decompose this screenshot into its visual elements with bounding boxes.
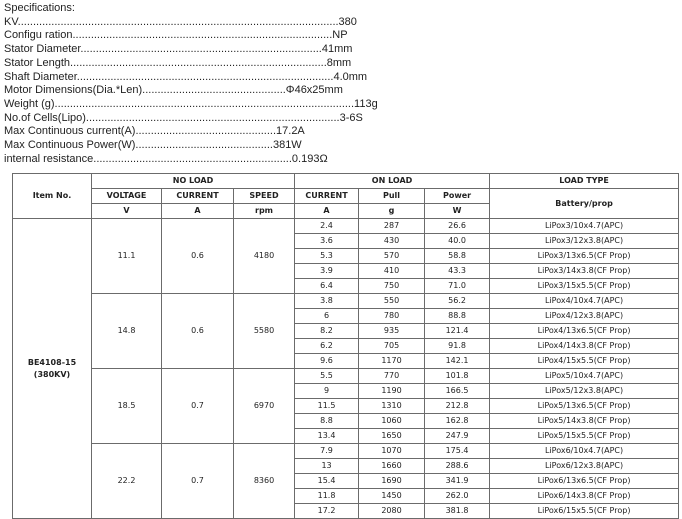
row-load-type: LiPox3/14x3.8(CF Prop) bbox=[490, 264, 679, 279]
header-battery-prop: Battery/prop bbox=[490, 189, 679, 219]
group-speed: 5580 bbox=[234, 294, 295, 369]
spec-max-current: Max Continuous current(A)..............................................17.2A bbox=[4, 125, 305, 138]
row-pull: 550 bbox=[359, 294, 425, 309]
spec-shaft-diameter: Shaft Diameter....................................................................................4.0mm bbox=[4, 70, 368, 83]
row-power: 166.5 bbox=[425, 384, 490, 399]
item-cell bbox=[13, 219, 92, 519]
row-load-type: LiPox4/14x3.8(CF Prop) bbox=[490, 339, 679, 354]
unit-power: W bbox=[425, 204, 490, 219]
row-pull: 1650 bbox=[359, 429, 425, 444]
row-load-type: LiPox3/15x5.5(CF Prop) bbox=[490, 279, 679, 294]
item-name: BE4108-15 bbox=[27, 357, 77, 367]
row-power: 101.8 bbox=[425, 369, 490, 384]
row-current: 15.4 bbox=[295, 474, 359, 489]
row-pull: 287 bbox=[359, 219, 425, 234]
group-voltage: 22.2 bbox=[92, 444, 162, 519]
row-power: 26.6 bbox=[425, 219, 490, 234]
row-load-type: LiPox6/12x3.8(APC) bbox=[490, 459, 679, 474]
specifications-block bbox=[4, 2, 444, 166]
table-subheader-row bbox=[13, 189, 679, 204]
row-power: 175.4 bbox=[425, 444, 490, 459]
header-power: Power bbox=[425, 189, 490, 204]
row-load-type: LiPox5/14x3.8(CF Prop) bbox=[490, 414, 679, 429]
spec-weight: Weight (g)..................................................................................................113g bbox=[4, 97, 378, 110]
row-current: 8.2 bbox=[295, 324, 359, 339]
row-load-type: LiPox3/12x3.8(APC) bbox=[490, 234, 679, 249]
row-power: 58.8 bbox=[425, 249, 490, 264]
row-power: 247.9 bbox=[425, 429, 490, 444]
header-no-load: NO LOAD bbox=[92, 174, 295, 189]
row-pull: 1190 bbox=[359, 384, 425, 399]
table-header-row bbox=[13, 174, 679, 189]
unit-pull: g bbox=[359, 204, 425, 219]
group-voltage: 18.5 bbox=[92, 369, 162, 444]
item-kv: (380KV) bbox=[33, 369, 71, 379]
row-load-type: LiPox5/12x3.8(APC) bbox=[490, 384, 679, 399]
row-load-type: LiPox5/13x6.5(CF Prop) bbox=[490, 399, 679, 414]
table-row bbox=[13, 294, 679, 309]
row-load-type: LiPox6/10x4.7(APC) bbox=[490, 444, 679, 459]
row-load-type: LiPox4/10x4.7(APC) bbox=[490, 294, 679, 309]
row-current: 5.3 bbox=[295, 249, 359, 264]
group-current: 0.6 bbox=[162, 294, 234, 369]
header-on-current: CURRENT bbox=[295, 189, 359, 204]
row-load-type: LiPox5/15x5.5(CF Prop) bbox=[490, 429, 679, 444]
row-current: 11.8 bbox=[295, 489, 359, 504]
unit-voltage: V bbox=[92, 204, 162, 219]
spec-motor-dimensions: Motor Dimensions(Dia.*Len)...............................................Φ46x25mm bbox=[4, 84, 343, 97]
row-load-type: LiPox6/13x6.5(CF Prop) bbox=[490, 474, 679, 489]
row-pull: 570 bbox=[359, 249, 425, 264]
row-power: 91.8 bbox=[425, 339, 490, 354]
row-load-type: LiPox6/15x5.5(CF Prop) bbox=[490, 504, 679, 519]
table-row bbox=[13, 369, 679, 384]
table-row bbox=[13, 219, 679, 234]
group-voltage: 11.1 bbox=[92, 219, 162, 294]
spec-cells: No.of Cells(Lipo)...................................................................................3-6S bbox=[4, 111, 363, 124]
spec-kv: KV.........................................................................................................380 bbox=[4, 15, 357, 28]
row-pull: 780 bbox=[359, 309, 425, 324]
row-load-type: LiPox4/12x3.8(APC) bbox=[490, 309, 679, 324]
row-load-type: LiPox5/10x4.7(APC) bbox=[490, 369, 679, 384]
header-item-no: Item No. bbox=[13, 174, 92, 219]
header-speed: SPEED bbox=[234, 189, 295, 204]
row-current: 9 bbox=[295, 384, 359, 399]
row-current: 3.6 bbox=[295, 234, 359, 249]
header-pull: Pull bbox=[359, 189, 425, 204]
row-power: 40.0 bbox=[425, 234, 490, 249]
row-load-type: LiPox6/14x3.8(CF Prop) bbox=[490, 489, 679, 504]
row-current: 8.8 bbox=[295, 414, 359, 429]
row-power: 71.0 bbox=[425, 279, 490, 294]
row-power: 262.0 bbox=[425, 489, 490, 504]
row-pull: 935 bbox=[359, 324, 425, 339]
header-voltage: VOLTAGE bbox=[92, 189, 162, 204]
row-pull: 430 bbox=[359, 234, 425, 249]
spec-max-power: Max Continuous Power(W).............................................381W bbox=[4, 139, 302, 152]
row-power: 288.6 bbox=[425, 459, 490, 474]
unit-speed: rpm bbox=[234, 204, 295, 219]
spec-stator-length: Stator Length....................................................................................8mm bbox=[4, 56, 352, 69]
row-pull: 1660 bbox=[359, 459, 425, 474]
row-current: 17.2 bbox=[295, 504, 359, 519]
row-current: 9.6 bbox=[295, 354, 359, 369]
header-load-type: LOAD TYPE bbox=[490, 174, 679, 189]
motor-data-table bbox=[12, 173, 679, 519]
row-load-type: LiPox4/15x5.5(CF Prop) bbox=[490, 354, 679, 369]
row-power: 162.8 bbox=[425, 414, 490, 429]
row-power: 212.8 bbox=[425, 399, 490, 414]
row-power: 341.9 bbox=[425, 474, 490, 489]
row-current: 2.4 bbox=[295, 219, 359, 234]
row-power: 43.3 bbox=[425, 264, 490, 279]
row-pull: 1310 bbox=[359, 399, 425, 414]
row-pull: 2080 bbox=[359, 504, 425, 519]
specifications-title: Specifications: bbox=[4, 2, 75, 14]
table-row bbox=[13, 444, 679, 459]
spec-stator-diameter: Stator Diameter...............................................................................41mm bbox=[4, 43, 353, 56]
row-power: 142.1 bbox=[425, 354, 490, 369]
row-current: 3.9 bbox=[295, 264, 359, 279]
row-pull: 750 bbox=[359, 279, 425, 294]
row-pull: 1690 bbox=[359, 474, 425, 489]
row-current: 3.8 bbox=[295, 294, 359, 309]
group-voltage: 14.8 bbox=[92, 294, 162, 369]
row-current: 6.4 bbox=[295, 279, 359, 294]
row-pull: 1060 bbox=[359, 414, 425, 429]
row-load-type: LiPox3/13x6.5(CF Prop) bbox=[490, 249, 679, 264]
header-on-load: ON LOAD bbox=[295, 174, 490, 189]
row-load-type: LiPox3/10x4.7(APC) bbox=[490, 219, 679, 234]
row-power: 88.8 bbox=[425, 309, 490, 324]
row-pull: 1450 bbox=[359, 489, 425, 504]
row-load-type: LiPox4/13x6.5(CF Prop) bbox=[490, 324, 679, 339]
row-current: 6 bbox=[295, 309, 359, 324]
row-pull: 410 bbox=[359, 264, 425, 279]
group-current: 0.7 bbox=[162, 444, 234, 519]
row-current: 11.5 bbox=[295, 399, 359, 414]
row-power: 121.4 bbox=[425, 324, 490, 339]
row-current: 13 bbox=[295, 459, 359, 474]
table-body bbox=[13, 219, 679, 519]
row-pull: 705 bbox=[359, 339, 425, 354]
row-current: 7.9 bbox=[295, 444, 359, 459]
group-current: 0.6 bbox=[162, 219, 234, 294]
row-current: 6.2 bbox=[295, 339, 359, 354]
row-pull: 1070 bbox=[359, 444, 425, 459]
row-current: 5.5 bbox=[295, 369, 359, 384]
row-pull: 770 bbox=[359, 369, 425, 384]
group-speed: 4180 bbox=[234, 219, 295, 294]
header-current: CURRENT bbox=[162, 189, 234, 204]
row-pull: 1170 bbox=[359, 354, 425, 369]
row-power: 56.2 bbox=[425, 294, 490, 309]
row-power: 381.8 bbox=[425, 504, 490, 519]
group-speed: 6970 bbox=[234, 369, 295, 444]
row-current: 13.4 bbox=[295, 429, 359, 444]
spec-configuration: Configu ration.....................................................................................NP bbox=[4, 29, 348, 42]
group-speed: 8360 bbox=[234, 444, 295, 519]
group-current: 0.7 bbox=[162, 369, 234, 444]
spec-internal-resistance: internal resistance.................................................................0.193Ω bbox=[4, 152, 328, 165]
unit-current: A bbox=[162, 204, 234, 219]
unit-on-current: A bbox=[295, 204, 359, 219]
